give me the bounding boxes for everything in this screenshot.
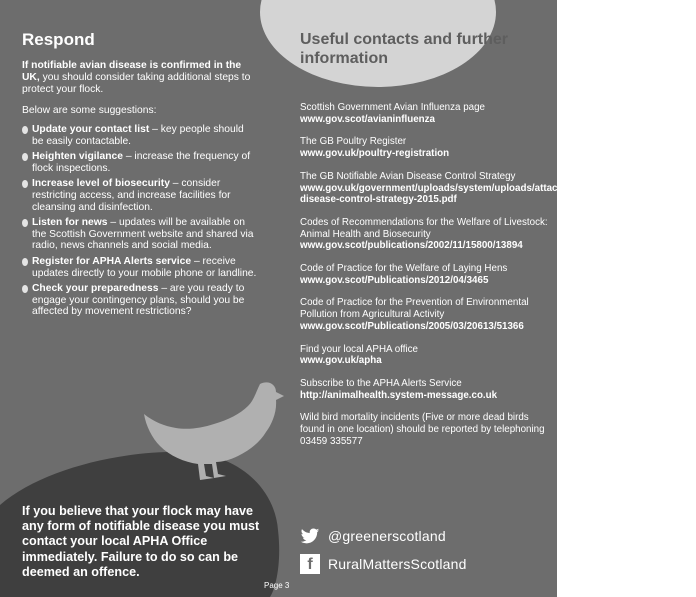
- list-item: Increase level of biosecurity – consider restricting access, and increase facilities for cleansing and disinfection.: [22, 178, 258, 213]
- contact-link[interactable]: www.gov.uk/government/uploads/system/uploads/attachment_data/file/468294/avian-disease-control-strategy-2015.pdf: [300, 182, 696, 206]
- facebook-link[interactable]: [300, 553, 467, 575]
- bullet-icon: [22, 219, 28, 227]
- contact-item: Wild bird mortality incidents (Five or more dead birds found in one location) should be reported by telephoning 03459 335577: [300, 412, 545, 447]
- contact-item: Code of Practice for the Prevention of Environmental Pollution from Agricultural Activity www.gov.scot/Publications/2005/03/20613/51366: [300, 297, 550, 332]
- contact-item: Scottish Government Avian Influenza page www.gov.scot/avianinfluenza: [300, 102, 550, 125]
- twitter-link[interactable]: [300, 525, 467, 547]
- facebook-icon: f: [300, 554, 320, 574]
- bullet-icon: [22, 153, 28, 161]
- facebook-handle: RuralMattersScotland: [328, 556, 467, 572]
- contact-item: Code of Practice for the Welfare of Laying Hens www.gov.scot/Publications/2012/04/3465: [300, 263, 550, 286]
- suggestions-intro: Below are some suggestions:: [22, 105, 157, 116]
- social-links: [300, 525, 467, 581]
- contact-item: Subscribe to the APHA Alerts Service http://animalhealth.system-message.co.uk: [300, 378, 550, 401]
- contact-item: Find your local APHA office www.gov.uk/apha: [300, 344, 550, 367]
- contact-link[interactable]: www.gov.uk/apha: [300, 355, 382, 367]
- contact-link[interactable]: www.gov.scot/avianinfluenza: [300, 113, 436, 125]
- bullet-icon: [22, 258, 28, 266]
- contact-item: The GB Notifiable Avian Disease Control Strategy www.gov.uk/government/uploads/system/uploads/attachment_data/file/468294/avian-disease-control-strategy-2015.pdf: [300, 170, 696, 206]
- list-item: Heighten vigilance – increase the frequency of flock inspections.: [22, 151, 258, 174]
- contact-link[interactable]: http://animalhealth.system-message.co.uk: [300, 389, 498, 401]
- contact-item: Codes of Recommendations for the Welfare of Livestock: Animal Health and Biosecurity www.gov.scot/publications/2002/11/15800/13894: [300, 217, 550, 252]
- contacts-list: [300, 102, 696, 458]
- bullet-icon: [22, 285, 28, 293]
- list-item: Register for APHA Alerts service – receive updates directly to your mobile phone or landline.: [22, 256, 258, 279]
- list-item: Update your contact list – key people should be easily contactable.: [22, 124, 258, 147]
- list-item: Check your preparedness – are you ready to engage your contingency plans, should you be affected by movement restrictions?: [22, 283, 258, 318]
- respond-title: Respond: [22, 30, 95, 49]
- bullet-icon: [22, 126, 28, 134]
- contact-link[interactable]: www.gov.scot/Publications/2012/04/3465: [300, 274, 489, 286]
- contacts-header: [300, 30, 545, 68]
- notifiable-disease-notice: If you believe that your flock may have any form of notifiable disease you must contact your local APHA Office immediately. Failure to do so can be deemed an offence.: [22, 504, 260, 579]
- contact-link[interactable]: www.gov.scot/publications/2002/11/15800/13894: [300, 240, 523, 252]
- respond-intro: If notifiable avian disease is confirmed in the UK, you should consider taking additional steps to protect your flock.: [22, 60, 251, 95]
- contacts-title: Useful contacts and further information: [300, 31, 509, 67]
- bullet-icon: [22, 180, 28, 188]
- respond-section: [22, 30, 258, 322]
- twitter-handle: @greenerscotland: [328, 528, 446, 544]
- page-number: Page 3: [264, 581, 290, 590]
- hen-silhouette-icon: [140, 378, 290, 488]
- contact-link[interactable]: www.gov.scot/Publications/2005/03/20613/51366: [300, 320, 524, 332]
- list-item: Listen for news – updates will be available on the Scottish Government website and shared via radio, news channels and social media.: [22, 217, 258, 252]
- contact-link[interactable]: www.gov.uk/poultry-registration: [300, 148, 450, 160]
- suggestions-list: [22, 124, 258, 318]
- twitter-icon: [300, 526, 320, 546]
- contact-item: The GB Poultry Register www.gov.uk/poultry-registration: [300, 136, 550, 159]
